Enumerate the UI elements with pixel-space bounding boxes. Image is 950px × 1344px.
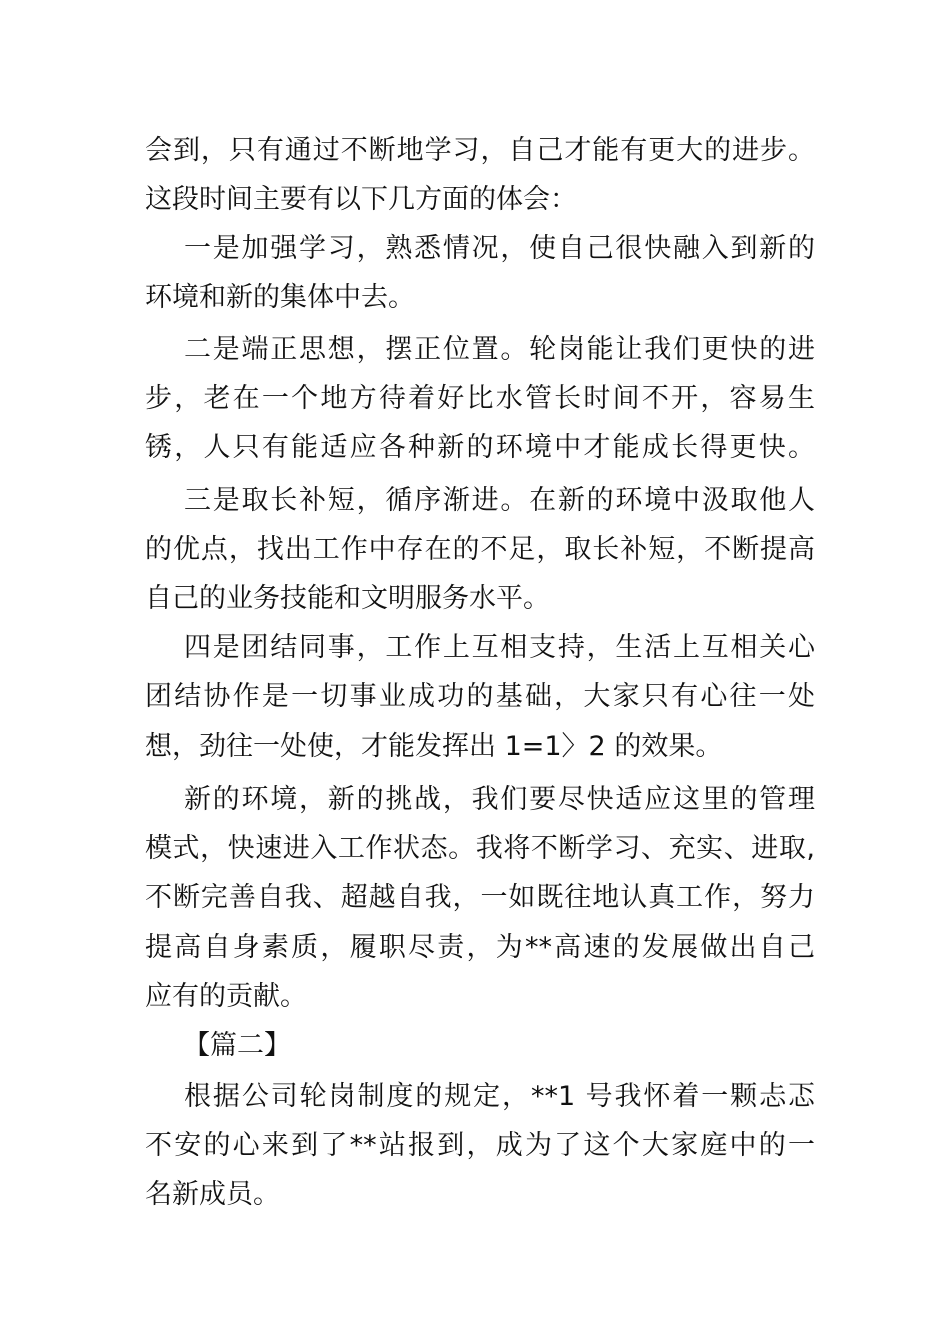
text-line: 锈，人只有能适应各种新的环境中才能成长得更快。 (145, 432, 815, 463)
text-line: 提高自身素质，履职尽责，为**高速的发展做出自己 (145, 932, 815, 963)
text-line: 会到，只有通过不断地学习，自己才能有更大的进步。 (145, 135, 815, 166)
text-line: 团结协作是一切事业成功的基础，大家只有心往一处 (145, 681, 815, 712)
text-line: 一是加强学习，熟悉情况，使自己很快融入到新的 (184, 233, 815, 264)
text-line: 这段时间主要有以下几方面的体会： (145, 184, 577, 215)
text-line: 三是取长补短，循序渐进。在新的环境中汲取他人 (184, 485, 815, 516)
text-line: 环境和新的集体中去。 (145, 282, 415, 313)
text-line: 名新成员。 (145, 1179, 280, 1210)
text-line: 的优点，找出工作中存在的不足，取长补短，不断提高 (145, 534, 815, 565)
text-line: 自己的业务技能和文明服务水平。 (145, 583, 550, 614)
text-line: 应有的贡献。 (145, 981, 307, 1012)
text-line: 步，老在一个地方待着好比水管长时间不开，容易生 (145, 383, 815, 414)
text-line: 模式，快速进入工作状态。我将不断学习、充实、进取, (145, 833, 815, 864)
text-line: 想，劲往一处使，才能发挥出 1=1〉2 的效果。 (145, 731, 723, 762)
text-line: 二是端正思想，摆正位置。轮岗能让我们更快的进 (184, 334, 815, 365)
text-line: 不断完善自我、超越自我，一如既往地认真工作，努力 (145, 882, 815, 913)
text-line: 四是团结同事，工作上互相支持，生活上互相关心 (184, 632, 815, 663)
section-heading: 【篇二】 (183, 1030, 291, 1061)
text-line: 根据公司轮岗制度的规定，**1 号我怀着一颗忐忑 (184, 1081, 815, 1112)
text-line: 不安的心来到了**站报到，成为了这个大家庭中的一 (145, 1130, 815, 1161)
text-line: 新的环境，新的挑战，我们要尽快适应这里的管理 (184, 784, 815, 815)
